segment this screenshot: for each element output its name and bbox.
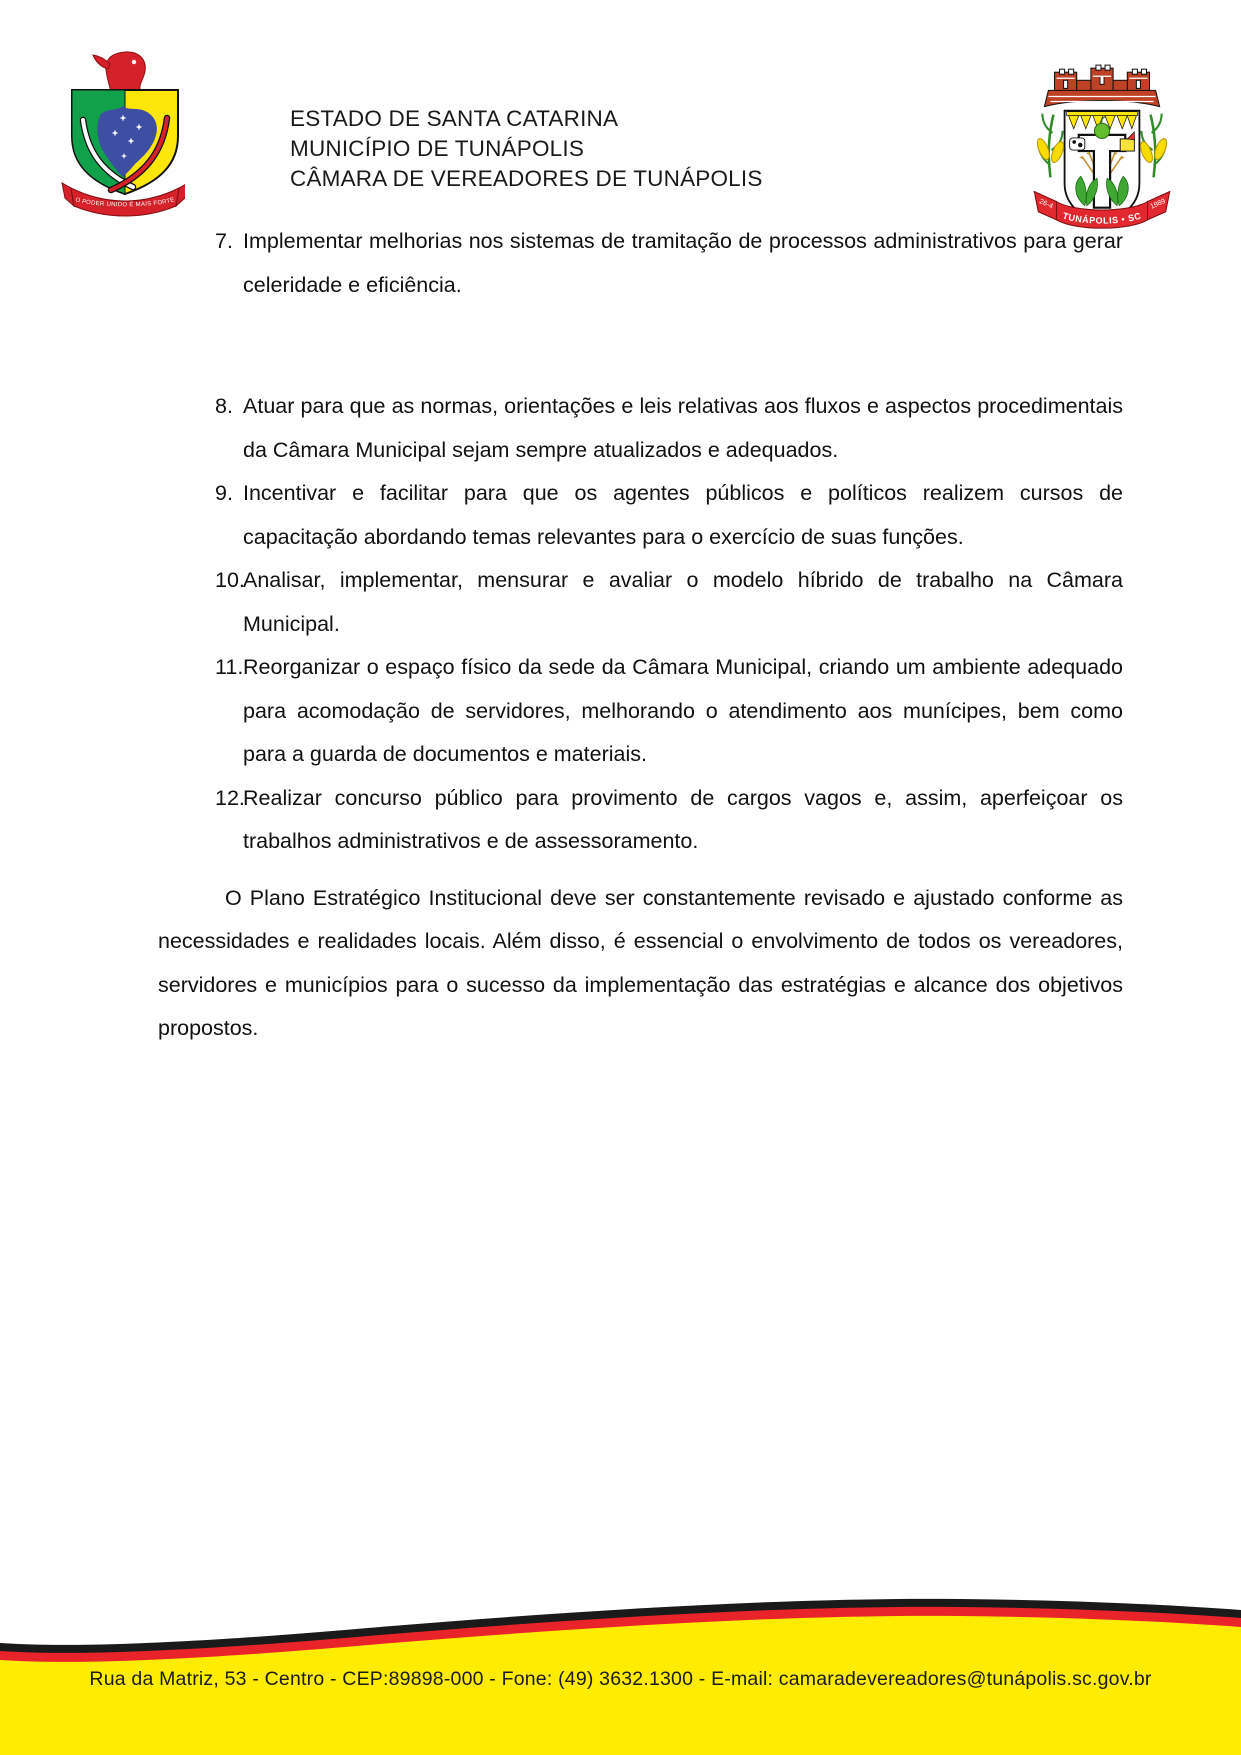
ribbon-city-name: TUNÁPOLIS • SC (1061, 210, 1143, 226)
list-item-9 (158, 472, 1123, 559)
letterhead-line-state: ESTADO DE SANTA CATARINA (290, 106, 619, 131)
list-item-number: 10. (215, 568, 245, 592)
mural-crown-icon (1044, 65, 1159, 106)
list-item-number: 12. (215, 785, 245, 810)
list-item-number: 9. (215, 481, 233, 505)
state-motto: O PODER UNIDO É MAIS FORTE (74, 197, 176, 209)
list-item-8 (158, 385, 1123, 472)
list-item-text: Atuar para que as normas, orientações e leis relativas aos fluxos e aspectos procedimentais da Câmara Municipal sejam sempre atualizados e adequados. (243, 394, 1123, 462)
tunapolis-coat-of-arms-icon (1026, 54, 1178, 236)
list-item-number: 8. (215, 394, 233, 418)
footer-address: Rua da Matriz, 53 - Centro - CEP:89898-000 - Fone: (49) 3632.1300 - E-mail: camaradevereadores@tunápolis.sc.gov.br (89, 1668, 1152, 1690)
list-item-text: Realizar concurso público para provimento de cargos vagos e, assim, aperfeiçoar os trabalhos administrativos e de assessoramento. (243, 785, 1123, 853)
ribbon-date-left: 26-4 (1038, 198, 1054, 211)
footer-wave (0, 1570, 1241, 1755)
ribbon-date-right: 1989 (1149, 197, 1167, 211)
corn-stalk-right-icon (1138, 114, 1169, 178)
list-item-text: Incentivar e facilitar para que os agentes públicos e políticos realizem cursos de capacitação abordando temas relevantes para o exercício de suas funções. (243, 481, 1123, 549)
list-item-number: 11. (215, 655, 244, 679)
list-item-11 (158, 646, 1123, 777)
document-body (158, 220, 1123, 1072)
list-item-7 (158, 220, 1123, 307)
letterhead (290, 104, 763, 194)
cow-icon (1070, 138, 1085, 150)
corn-stalk-left-icon (1035, 114, 1066, 178)
list-item-text: Analisar, implementar, mensurar e avaliar o modelo híbrido de trabalho na Câmara Municipal. (243, 568, 1123, 636)
list-item-text: Implementar melhorias nos sistemas de tramitação de processos administrativos para gerar celeridade e eficiência. (243, 229, 1123, 297)
list-item-number: 7. (215, 229, 233, 253)
letterhead-line-municipality: MUNICÍPIO DE TUNÁPOLIS (290, 136, 585, 161)
closing-paragraph: O Plano Estratégico Institucional deve ser constantemente revisado e ajustado conforme as necessidades e realidades locais. Além disso, é essencial o envolvimento de todos os vereadores, servidores e municípios para o sucesso da implementação das estratégias e alcance dos objetivos propostos. (158, 885, 1123, 1040)
list-item-10 (158, 559, 1123, 646)
list-item-12 (158, 777, 1123, 864)
list-item-text: Reorganizar o espaço físico da sede da Câmara Municipal, criando um ambiente adequado para acomodação de servidores, melhorando o atendimento aos munícipes, bem como para a guarda de documentos e materiais. (243, 655, 1123, 766)
letterhead-line-chamber: CÂMARA DE VEREADORES DE TUNÁPOLIS (290, 166, 763, 191)
santa-catarina-coat-of-arms-icon (55, 44, 185, 224)
